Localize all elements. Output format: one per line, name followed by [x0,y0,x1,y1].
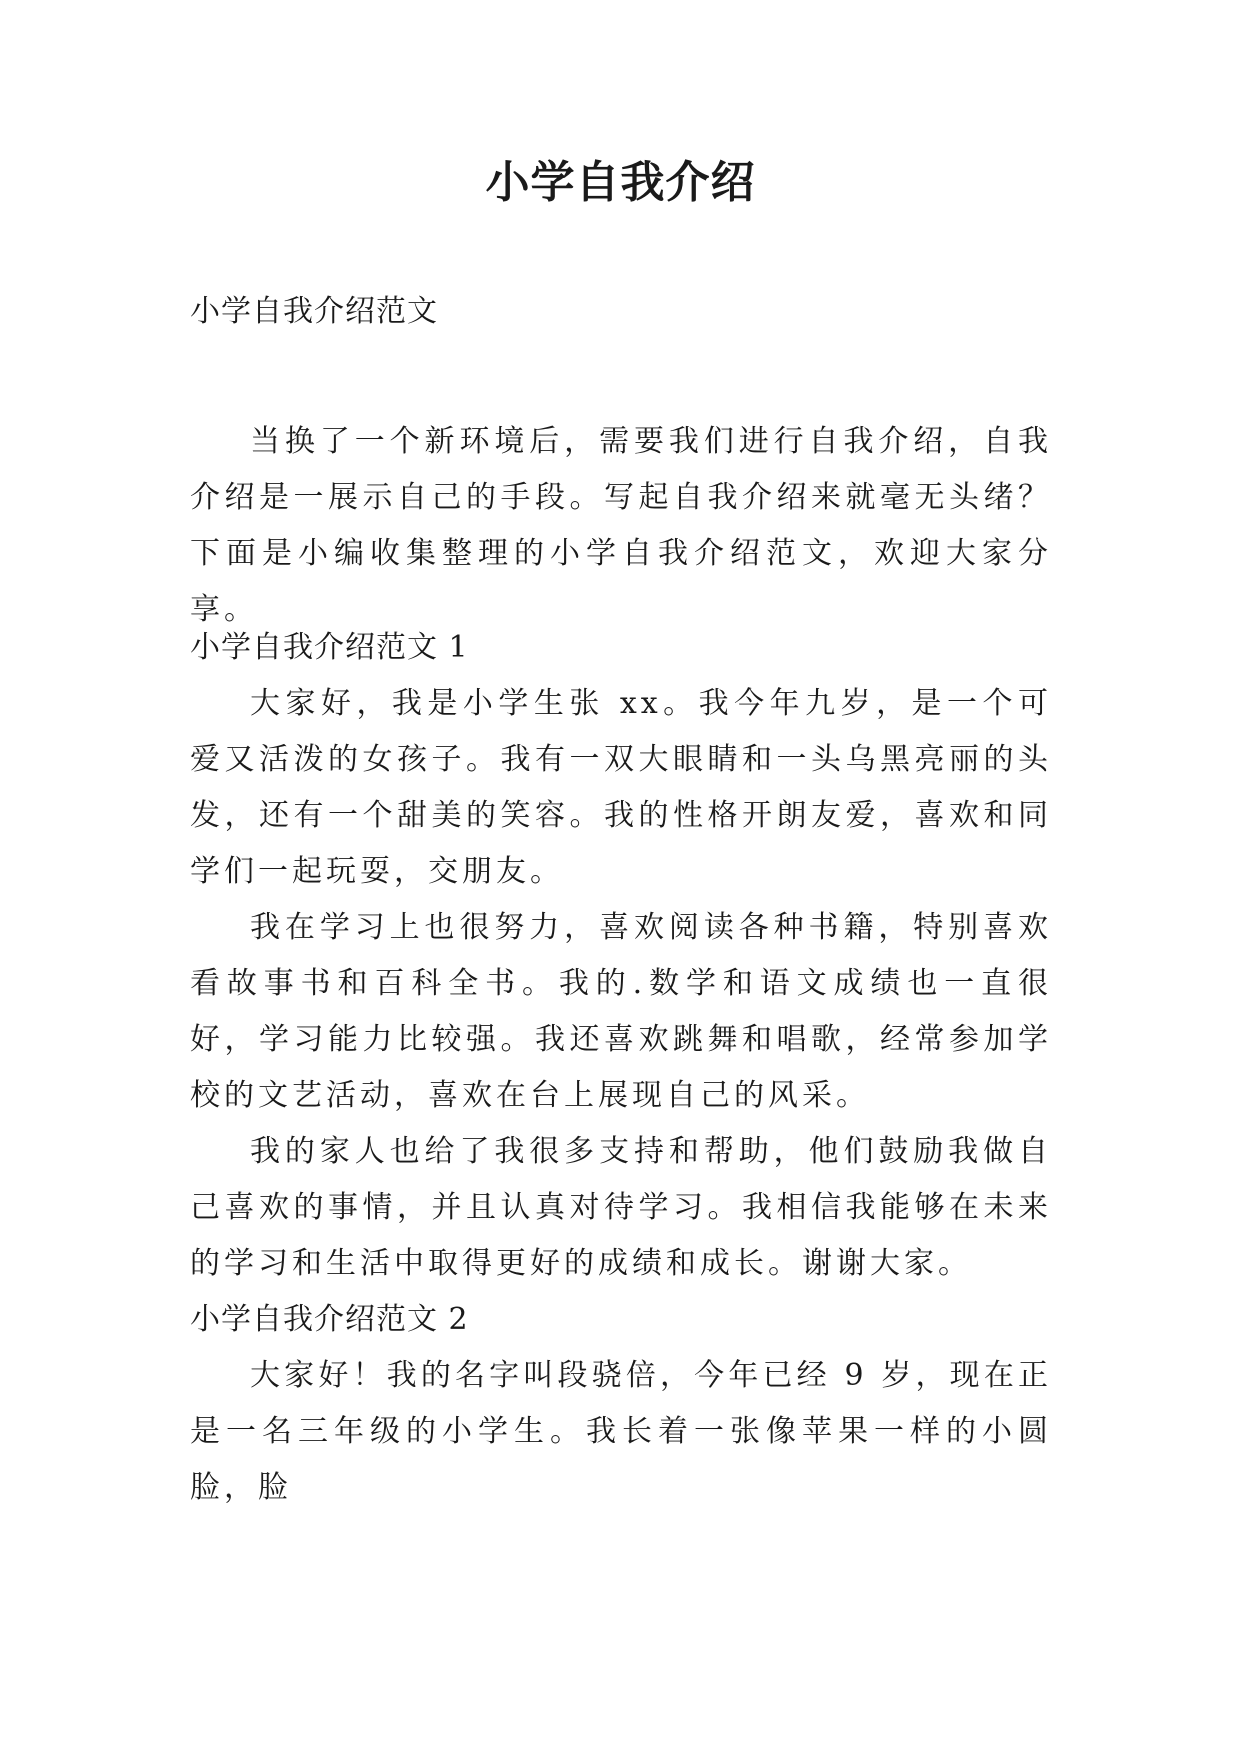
section-1-paragraph-2: 我在学习上也很努力，喜欢阅读各种书籍，特别喜欢看故事书和百科全书。我的.数学和语文成绩也一直很好，学习能力比较强。我还喜欢跳舞和唱歌，经常参加学校的文艺活动，喜欢在台上展现自己的风采。 [190,910,1052,1113]
section-1-paragraph-3: 我的家人也给了我很多支持和帮助，他们鼓励我做自己喜欢的事情，并且认真对待学习。我相信我能够在未来的学习和生活中取得更好的成绩和成长。谢谢大家。 [190,1134,1052,1281]
document-title: 小学自我介绍 [485,157,756,208]
section-2-paragraph-1: 大家好！我的名字叫段骁倍，今年已经 9 岁，现在正是一名三年级的小学生。我长着一张像苹果一样的小圆脸，脸 [190,1358,1052,1505]
intro-paragraph: 当换了一个新环境后，需要我们进行自我介绍，自我介绍是一展示自己的手段。写起自我介绍来就毫无头绪？下面是小编收集整理的小学自我介绍范文，欢迎大家分享。 [190,424,1052,627]
document-subtitle: 小学自我介绍范文 [190,294,438,329]
section-heading-1: 小学自我介绍范文 1 [190,630,469,665]
section-1-paragraph-1: 大家好，我是小学生张 xx。我今年九岁，是一个可爱又活泼的女孩子。我有一双大眼睛和一头乌黑亮丽的头发，还有一个甜美的笑容。我的性格开朗友爱，喜欢和同学们一起玩耍，交朋友。 [190,686,1052,889]
section-heading-2: 小学自我介绍范文 2 [190,1302,469,1337]
